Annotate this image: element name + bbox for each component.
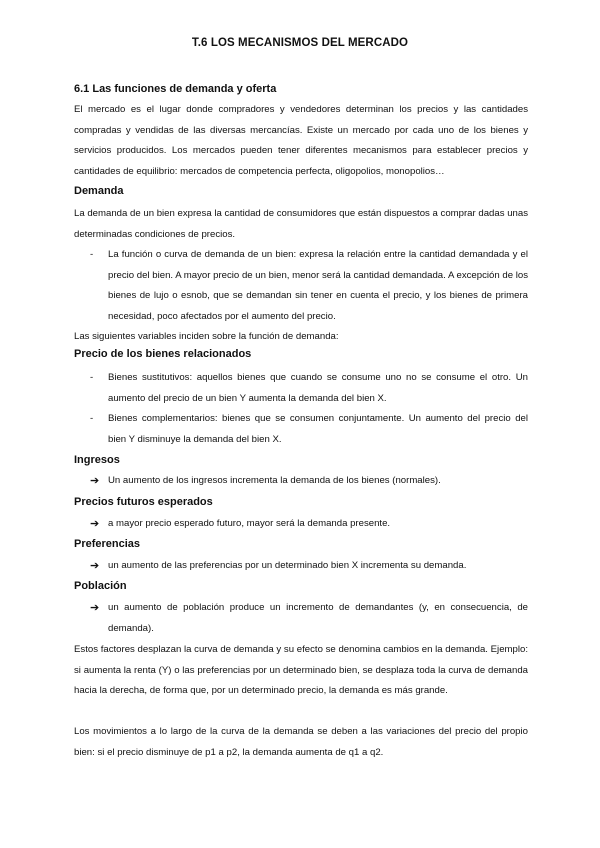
page-title: T.6 LOS MECANISMOS DEL MERCADO [191, 37, 409, 49]
futuros-heading: Precios futuros esperados [74, 496, 213, 508]
poblacion-item: un aumento de población produce un incremento de demandantes (y, en consecuencia, de demanda). [108, 602, 528, 634]
arrow-icon: ➔ [90, 560, 100, 572]
bullet-dash: - [90, 249, 94, 260]
demanda-heading: Demanda [74, 185, 124, 197]
bullet-dash: - [90, 413, 94, 424]
preferencias-heading: Preferencias [74, 538, 141, 550]
arrow-icon: ➔ [90, 602, 100, 614]
bullet-dash: - [90, 372, 94, 383]
demanda-curve-bullet: La función o curva de demanda de un bien: expresa la relación entre la cantidad demandada y el precio del bien. A mayor precio de un bien, menor será la cantidad demandada. A excepción de los bienes de lujo o esnob, que se demandan sin tener en cuenta el precio, y los bienes de primera necesidad, poco afectados por el aumento del precio. [108, 249, 528, 322]
relacionados-heading: Precio de los bienes relacionados [74, 348, 252, 360]
poblacion-heading: Población [74, 580, 127, 592]
ingresos-item: Un aumento de los ingresos incrementa la demanda de los bienes (normales). [108, 475, 441, 486]
futuros-item: a mayor precio esperado futuro, mayor será la demanda presente. [108, 518, 391, 529]
variables-intro: Las siguientes variables inciden sobre la función de demanda: [74, 331, 339, 342]
closing-paragraph-1: Estos factores desplazan la curva de demanda y su efecto se denomina cambios en la demanda. Ejemplo: si aumenta la renta (Y) o las preferencias por un determinado bien, se desplaza toda la curva de demanda hacia la derecha, de forma que, por un determinado precio, la demanda es más grande. [74, 644, 528, 696]
section-heading: 6.1 Las funciones de demanda y oferta [74, 83, 277, 95]
complementarios-bullet: Bienes complementarios: bienes que se consumen conjuntamente. Un aumento del precio del bien Y disminuye la demanda del bien X. [108, 413, 528, 445]
demanda-definition: La demanda de un bien expresa la cantidad de consumidores que están dispuestos a comprar dadas unas determinadas condiciones de precios. [74, 208, 528, 240]
ingresos-heading: Ingresos [74, 454, 120, 466]
arrow-icon: ➔ [90, 475, 100, 487]
intro-paragraph: El mercado es el lugar donde compradores y vendedores determinan los precios y las cantidades compradas y vendidas de las diversas mercancías. Existe un mercado por cada uno de los bienes y servicios producidos. Los mercados pueden tener diferentes mecanismos para establecer precios y cantidades de equilibrio: mercados de competencia perfecta, oligopolios, monopolios… [74, 104, 528, 177]
sustitutivos-bullet: Bienes sustitutivos: aquellos bienes que cuando se consume uno no se consume el otro. Un aumento del precio de un bien Y aumenta la demanda del bien X. [108, 372, 528, 404]
arrow-icon: ➔ [90, 518, 100, 530]
preferencias-item: un aumento de las preferencias por un determinado bien X incrementa su demanda. [108, 560, 467, 571]
closing-paragraph-2: Los movimientos a lo largo de la curva de la demanda se deben a las variaciones del precio del propio bien: si el precio disminuye de p1 a p2, la demanda aumenta de q1 a q2. [74, 726, 528, 758]
